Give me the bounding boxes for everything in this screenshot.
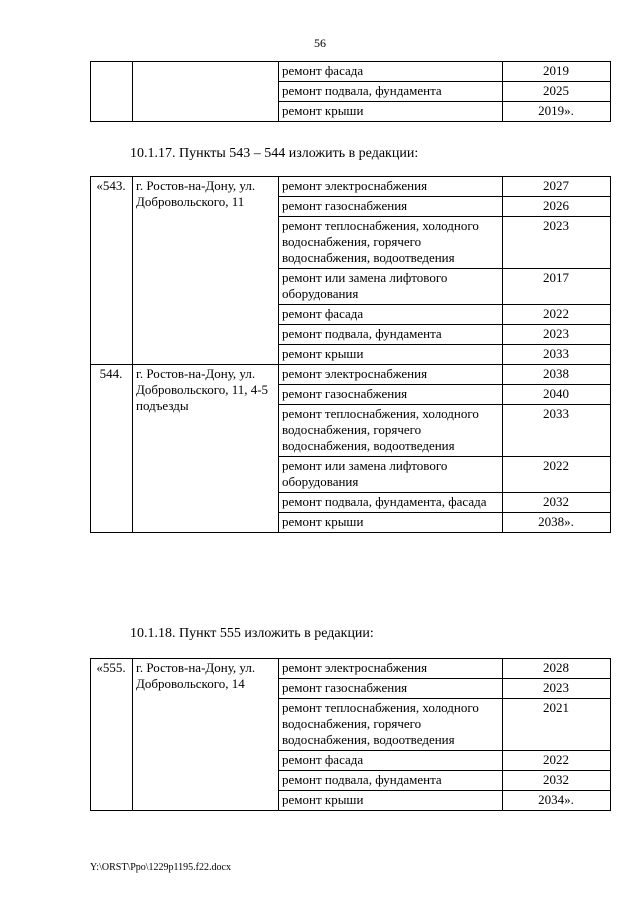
work-type-cell: ремонт крыши <box>279 345 503 365</box>
work-type-cell: ремонт подвала, фундамента <box>279 325 503 345</box>
table-row <box>91 62 611 82</box>
year-cell: 2028 <box>503 659 611 679</box>
paragraph-10-1-17: 10.1.17. Пункты 543 – 544 изложить в редакции: <box>130 146 419 161</box>
work-type-cell: ремонт газоснабжения <box>279 385 503 405</box>
work-type-cell: ремонт электроснабжения <box>279 365 503 385</box>
year-cell: 2033 <box>503 345 611 365</box>
file-path-footer: Y:\ORST\Ppo\1229p1195.f22.docx <box>90 862 231 873</box>
work-type-cell: ремонт электроснабжения <box>279 177 503 197</box>
year-cell: 2022 <box>503 751 611 771</box>
work-type-cell: ремонт фасада <box>279 62 503 82</box>
year-cell: 2023 <box>503 325 611 345</box>
table-row <box>91 659 611 679</box>
work-type-cell: ремонт крыши <box>279 791 503 811</box>
year-cell: 2032 <box>503 771 611 791</box>
year-cell: 2025 <box>503 82 611 102</box>
year-cell: 2022 <box>503 305 611 325</box>
paragraph-10-1-18: 10.1.18. Пункт 555 изложить в редакции: <box>130 626 374 641</box>
work-type-cell: ремонт или замена лифтового оборудования <box>279 269 503 305</box>
year-cell: 2023 <box>503 217 611 269</box>
year-cell: 2022 <box>503 457 611 493</box>
year-cell: 2017 <box>503 269 611 305</box>
work-type-cell: ремонт подвала, фундамента, фасада <box>279 493 503 513</box>
work-type-cell: ремонт электроснабжения <box>279 659 503 679</box>
year-cell: 2033 <box>503 405 611 457</box>
table-row <box>91 365 611 385</box>
work-type-cell: ремонт фасада <box>279 305 503 325</box>
item-number-cell: «555. <box>91 659 133 811</box>
work-type-cell: ремонт теплоснабжения, холодного водоснабжения, горячего водоснабжения, водоотведения <box>279 405 503 457</box>
year-cell: 2038». <box>503 513 611 533</box>
table-row <box>91 177 611 197</box>
year-cell: 2032 <box>503 493 611 513</box>
item-number-cell: «543. <box>91 177 133 365</box>
address-cell: г. Ростов-на-Дону, ул. Добровольского, 14 <box>133 659 279 811</box>
year-cell: 2038 <box>503 365 611 385</box>
item-number-cell <box>91 62 133 122</box>
year-cell: 2019 <box>503 62 611 82</box>
page-number: 56 <box>314 36 326 50</box>
year-cell: 2034». <box>503 791 611 811</box>
table-continuation <box>90 61 611 122</box>
work-type-cell: ремонт крыши <box>279 102 503 122</box>
address-cell: г. Ростов-на-Дону, ул. Добровольского, 11, 4-5 подъезды <box>133 365 279 533</box>
year-cell: 2021 <box>503 699 611 751</box>
year-cell: 2019». <box>503 102 611 122</box>
item-number-cell: 544. <box>91 365 133 533</box>
work-type-cell: ремонт теплоснабжения, холодного водоснабжения, горячего водоснабжения, водоотведения <box>279 699 503 751</box>
work-type-cell: ремонт газоснабжения <box>279 679 503 699</box>
table-items-543-544 <box>90 176 611 533</box>
work-type-cell: ремонт фасада <box>279 751 503 771</box>
table-item-555 <box>90 658 611 811</box>
year-cell: 2026 <box>503 197 611 217</box>
work-type-cell: ремонт газоснабжения <box>279 197 503 217</box>
work-type-cell: ремонт или замена лифтового оборудования <box>279 457 503 493</box>
work-type-cell: ремонт подвала, фундамента <box>279 82 503 102</box>
year-cell: 2023 <box>503 679 611 699</box>
work-type-cell: ремонт подвала, фундамента <box>279 771 503 791</box>
year-cell: 2027 <box>503 177 611 197</box>
work-type-cell: ремонт теплоснабжения, холодного водоснабжения, горячего водоснабжения, водоотведения <box>279 217 503 269</box>
address-cell <box>133 62 279 122</box>
year-cell: 2040 <box>503 385 611 405</box>
work-type-cell: ремонт крыши <box>279 513 503 533</box>
address-cell: г. Ростов-на-Дону, ул. Добровольского, 11 <box>133 177 279 365</box>
